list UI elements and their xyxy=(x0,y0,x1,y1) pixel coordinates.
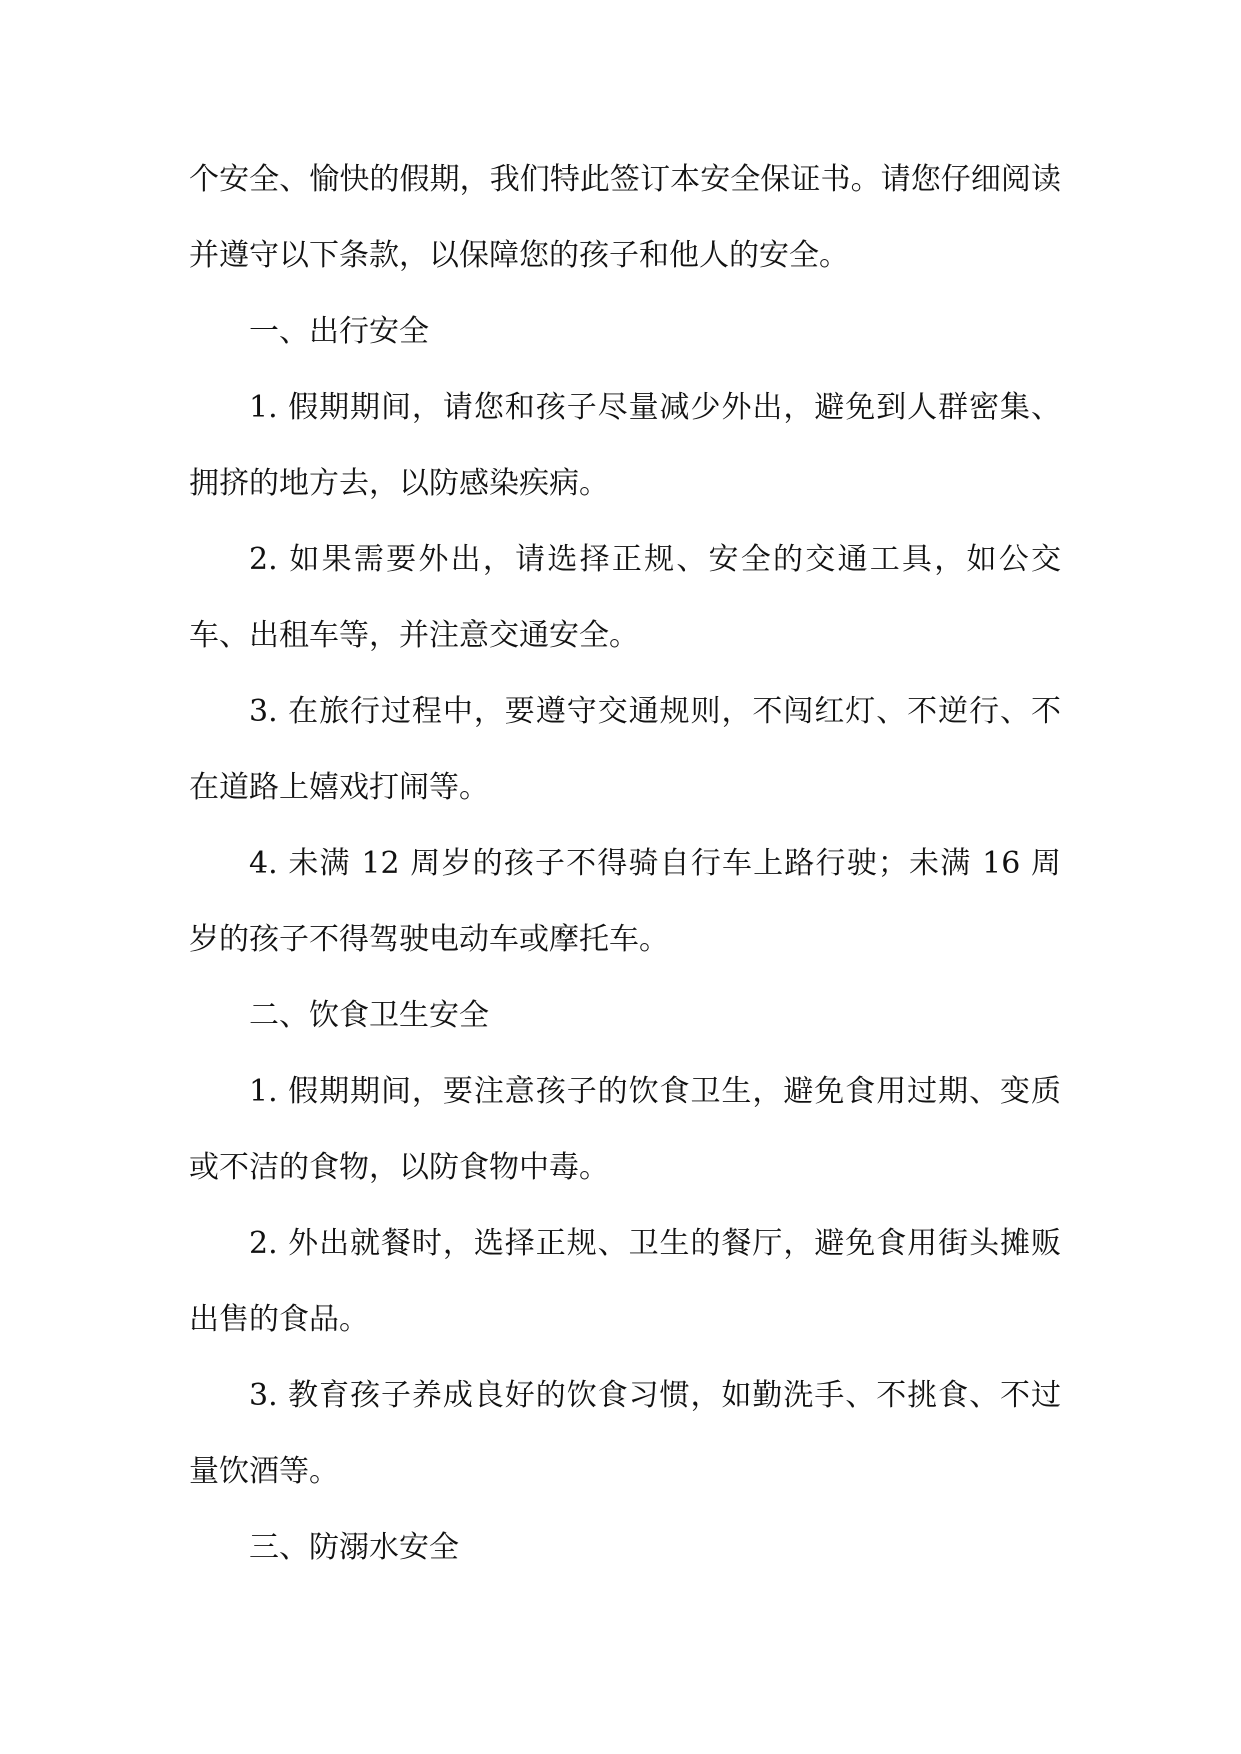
intro-paragraph-continued: 个安全、愉快的假期，我们特此签订本安全保证书。请您仔细阅读并遵守以下条款，以保障您的孩子和他人的安全。 xyxy=(189,162,1061,273)
food-item-1: 1. 假期期间，要注意孩子的饮食卫生，避免食用过期、变质或不洁的食物，以防食物中毒。 xyxy=(189,1074,1061,1185)
food-item-3: 3. 教育孩子养成良好的饮食习惯，如勤洗手、不挑食、不过量饮酒等。 xyxy=(189,1378,1061,1489)
travel-item-3: 3. 在旅行过程中，要遵守交通规则，不闯红灯、不逆行、不在道路上嬉戏打闹等。 xyxy=(189,694,1061,805)
food-item-2: 2. 外出就餐时，选择正规、卫生的餐厅，避免食用街头摊贩出售的食品。 xyxy=(189,1226,1061,1337)
travel-item-4: 4. 未满 12 周岁的孩子不得骑自行车上路行驶；未满 16 周岁的孩子不得驾驶电动车或摩托车。 xyxy=(189,846,1061,957)
travel-item-1: 1. 假期期间，请您和孩子尽量减少外出，避免到人群密集、拥挤的地方去，以防感染疾病。 xyxy=(189,390,1061,501)
section-heading-drowning-prevention: 三、防溺水安全 xyxy=(249,1530,459,1565)
travel-item-2: 2. 如果需要外出，请选择正规、安全的交通工具，如公交车、出租车等，并注意交通安全。 xyxy=(189,542,1061,653)
document-body xyxy=(189,142,1061,1586)
section-heading-travel-safety: 一、出行安全 xyxy=(249,314,429,349)
section-heading-food-safety: 二、饮食卫生安全 xyxy=(249,998,489,1033)
